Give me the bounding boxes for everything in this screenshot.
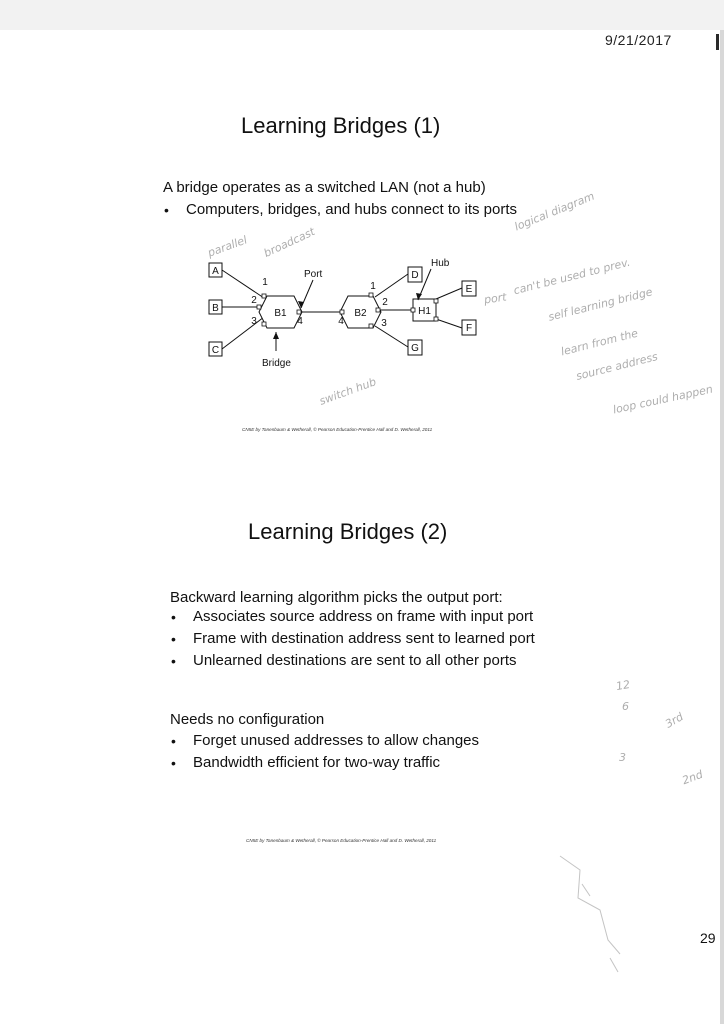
port-b1-1 [262,294,266,298]
hub-h1-label: H1 [418,306,431,317]
bridge-diagram [205,250,508,380]
handwritten-note: 3 [619,751,626,764]
slide1-title: Learning Bridges (1) [241,113,441,138]
handwritten-note: can't be used to prev. [512,255,632,298]
scan-top-band [0,0,724,30]
port-number-b2-3: 3 [381,318,387,329]
port-b1-2 [257,305,261,309]
bridge-arrowhead [273,332,279,339]
port-number-b1-3: 3 [251,316,257,327]
port-b1-4 [297,310,301,314]
host-c-label: C [211,345,220,356]
hub-label: Hub [431,258,450,269]
port-number-b1-4: 4 [297,316,303,327]
slide2-bullet-list [170,606,590,672]
handwritten-note: self learning bridge [547,285,654,324]
handwritten-note: port [483,290,508,307]
host-g-label: G [411,343,419,354]
link-a-b1 [222,270,264,298]
handwritten-note: logical diagram [512,189,597,234]
port-h1-c [434,317,438,321]
handwritten-note: broadcast [261,225,317,260]
slide2-intro: Backward learning algorithm picks the output port: [170,589,503,606]
handwritten-note: loop could happen [611,382,714,417]
port-b1-3 [262,322,266,326]
port-number-b2-4: 4 [338,316,344,327]
slide2-intro2: Needs no configuration [170,711,325,728]
port-b2-1 [369,293,373,297]
pencil-stroke [610,958,618,972]
port-h1-a [411,308,415,312]
slide2-copyright: CN5E by Tanenbaum & Wetherall, © Pearson Education-Prentice Hall and D. Wetherall, 2011 [246,838,437,843]
port-number-b2-2: 2 [382,297,388,308]
port-number-b2-1: 1 [370,281,376,292]
pencil-stroke [582,884,590,896]
slide1-intro: A bridge operates as a switched LAN (not a hub) [163,179,486,196]
host-f-label: F [465,323,473,334]
slide2-title: Learning Bridges (2) [248,519,448,544]
slide2-bullet: • Frame with destination address sent to learned port [170,628,590,650]
scan-mark [716,34,719,50]
host-b-label: B [212,303,219,314]
link-h1-e [436,288,462,299]
handwritten-note: 12 [614,677,632,694]
handwritten-sketch [550,850,630,980]
handwritten-note: learn from the [559,326,640,359]
handwritten-note: source address [574,350,660,383]
scan-right-edge [720,30,724,1024]
port-b2-2 [376,308,380,312]
bridge-b2-label: B2 [354,308,367,319]
port-h1-b [434,299,438,303]
slide2-bullet: • Bandwidth efficient for two-way traffic [170,752,590,774]
slide2-bullet: • Forget unused addresses to allow changes [170,730,590,752]
port-number-b1-1: 1 [262,277,268,288]
slide2-bullet: • Unlearned destinations are sent to all other ports [170,650,590,672]
port-label: Port [304,269,323,280]
slide1-copyright: CN5E by Tanenbaum & Wetherall, © Pearson Education-Prentice Hall and D. Wetherall, 2011 [242,427,433,432]
host-a-label: A [212,266,219,277]
handwritten-note: 2nd [680,767,705,788]
page-number: 29 [700,930,716,946]
slide2-bullet: • Associates source address on frame with input port [170,606,590,628]
header-date: 9/21/2017 [605,32,672,48]
handwritten-note: 6 [622,700,629,713]
slide2-bullet-list-2 [170,730,590,774]
bridge-label: Bridge [262,358,291,369]
pencil-stroke [560,856,620,954]
handwritten-note: parallel [206,233,249,260]
port-b2-4 [340,310,344,314]
slide1-bullet: • Computers, bridges, and hubs connect to its ports [163,199,583,221]
link-b2-g [375,326,408,347]
handwritten-note: switch hub [317,375,378,408]
host-d-label: D [411,270,419,281]
handwritten-note: 3rd [662,710,686,731]
bridge-b1-label: B1 [274,308,287,319]
link-b2-d [375,274,408,297]
port-b2-3 [369,324,373,328]
link-c-b1 [222,317,264,349]
port-number-b1-2: 2 [251,295,257,306]
link-h1-f [436,319,462,328]
host-e-label: E [465,284,473,295]
